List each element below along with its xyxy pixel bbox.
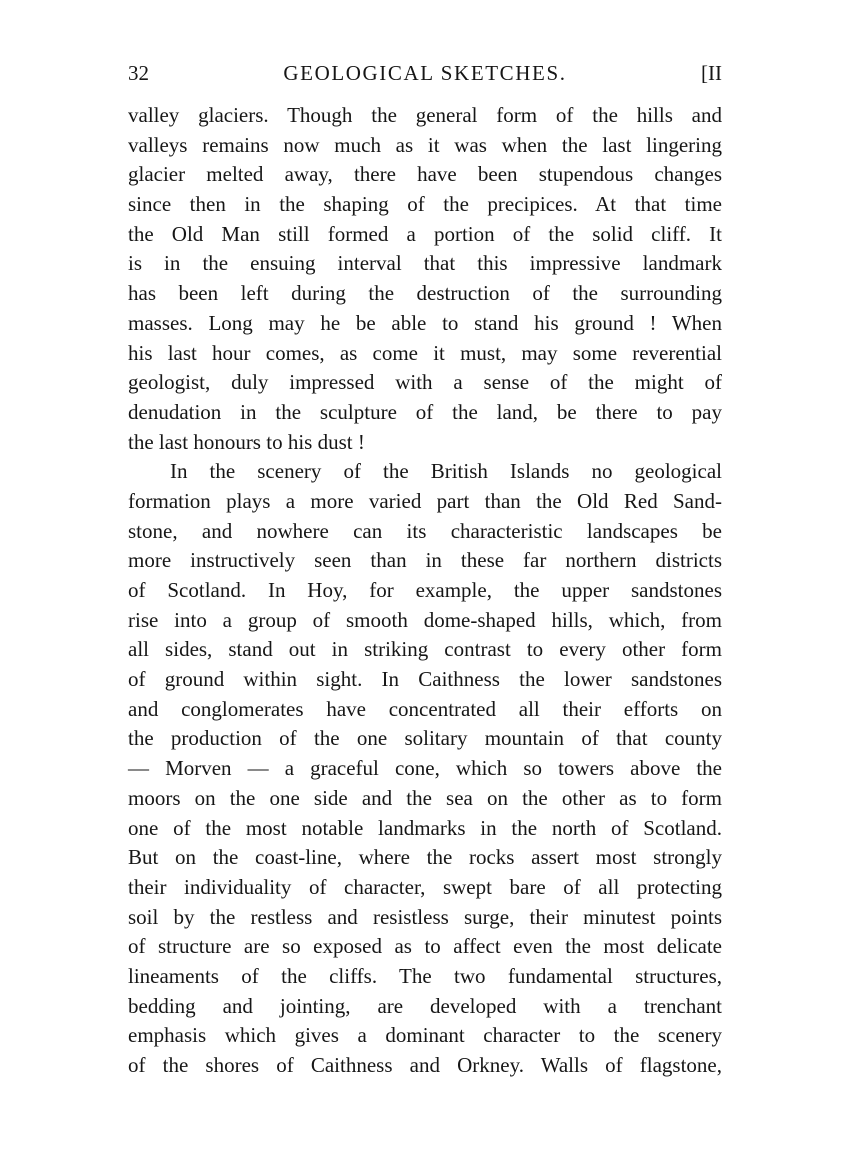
text-line: emphasis which gives a dominant character to the scenery — [128, 1023, 722, 1048]
text-line: all sides, stand out in striking contrast to every other form — [128, 637, 722, 662]
text-line: denudation in the sculpture of the land, be there to pay — [128, 399, 722, 424]
text-line: bedding and jointing, are developed with a trenchant — [128, 993, 722, 1018]
text-line: has been left during the destruction of the surrounding — [128, 281, 722, 306]
text-line: is in the ensuing interval that this impressive landmark — [128, 251, 722, 276]
text-line: geologist, duly impressed with a sense of the might of — [128, 370, 722, 395]
text-line: formation plays a more varied part than the Old Red Sand- — [128, 488, 722, 513]
text-line: valleys remains now much as it was when the last lingering — [128, 132, 722, 157]
text-line: his last hour comes, as come it must, may some reverential — [128, 340, 722, 365]
text-line: one of the most notable landmarks in the north of Scotland. — [128, 815, 722, 840]
text-line: moors on the one side and the sea on the other as to form — [128, 785, 722, 810]
text-line: But on the coast-line, where the rocks assert most strongly — [128, 845, 722, 870]
text-line: and conglomerates have concentrated all their efforts on — [128, 696, 722, 721]
chapter-mark: [II — [701, 61, 722, 85]
text-line: of ground within sight. In Caithness the lower sandstones — [128, 667, 722, 692]
text-line: glacier melted away, there have been stupendous changes — [128, 162, 722, 187]
text-line: since then in the shaping of the precipices. At that time — [128, 192, 722, 217]
text-line: more instructively seen than in these far northern districts — [128, 548, 722, 573]
running-head — [128, 58, 722, 88]
text-line: soil by the restless and resistless surge, their minutest points — [128, 904, 722, 929]
text-line: valley glaciers. Though the general form of the hills and — [128, 103, 722, 127]
text-line: of structure are so exposed as to affect even the most delicate — [128, 934, 722, 959]
paragraph-1 — [128, 101, 722, 457]
text-line: In the scenery of the British Islands no geological — [170, 459, 722, 484]
paragraph-2 — [128, 457, 722, 1080]
text-line: masses. Long may he be able to stand his ground ! When — [128, 310, 722, 335]
text-line: the Old Man still formed a portion of the solid cliff. It — [128, 221, 722, 246]
text-line: — Morven — a graceful cone, which so towers above the — [128, 756, 722, 781]
text-line: stone, and nowhere can its characteristic landscapes be — [128, 518, 722, 543]
body-text — [128, 101, 722, 1081]
text-line: lineaments of the cliffs. The two fundamental structures, — [128, 963, 722, 988]
text-line: the last honours to his dust ! — [128, 429, 365, 454]
text-line: of Scotland. In Hoy, for example, the upper sandstones — [128, 578, 722, 602]
text-line: their individuality of character, swept bare of all protecting — [128, 874, 722, 899]
text-line: of the shores of Caithness and Orkney. Walls of flagstone, — [128, 1053, 722, 1077]
running-title: GEOLOGICAL SKETCHES. — [283, 61, 567, 85]
text-line: the production of the one solitary mountain of that county — [128, 726, 722, 751]
text-line: rise into a group of smooth dome-shaped hills, which, from — [128, 607, 722, 632]
page-number: 32 — [128, 61, 149, 85]
